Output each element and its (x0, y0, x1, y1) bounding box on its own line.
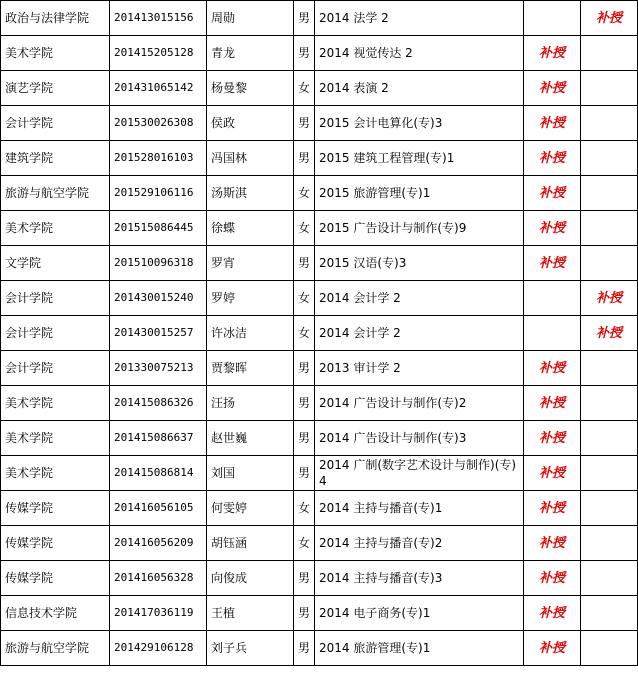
table-row (1, 526, 638, 561)
mark-cell-2 (581, 1, 638, 36)
mark-cell-1 (524, 351, 581, 386)
student-id-cell: 201415086326 (110, 386, 207, 421)
table-row (1, 456, 638, 491)
mark-cell-2 (581, 561, 638, 596)
student-name-cell: 向俊成 (207, 561, 294, 596)
table-row (1, 1, 638, 36)
table-row (1, 176, 638, 211)
class-cell: 2014 广制(数字艺术设计与制作)(专)4 (315, 456, 524, 491)
mark-cell-2 (581, 176, 638, 211)
mark-cell-2 (581, 141, 638, 176)
makeup-mark: 补授 (538, 45, 565, 61)
gender-cell: 男 (294, 106, 315, 141)
college-cell: 美术学院 (1, 386, 110, 421)
student-name-cell: 侯政 (207, 106, 294, 141)
class-cell: 2014 主持与播音(专)3 (315, 561, 524, 596)
mark-cell-1 (524, 456, 581, 491)
mark-cell-1 (524, 526, 581, 561)
table-row (1, 596, 638, 631)
class-cell: 2014 会计学 2 (315, 316, 524, 351)
table-row (1, 281, 638, 316)
gender-cell: 女 (294, 281, 315, 316)
gender-cell: 女 (294, 211, 315, 246)
table-row (1, 36, 638, 71)
roster-body (1, 1, 638, 666)
gender-cell: 女 (294, 71, 315, 106)
student-id-cell: 201415205128 (110, 36, 207, 71)
student-name-cell: 刘国 (207, 456, 294, 491)
student-name-cell: 许冰洁 (207, 316, 294, 351)
student-name-cell: 胡钰涵 (207, 526, 294, 561)
table-row (1, 71, 638, 106)
mark-cell-2 (581, 386, 638, 421)
student-name-cell: 冯国林 (207, 141, 294, 176)
mark-cell-2 (581, 351, 638, 386)
class-cell: 2015 会计电算化(专)3 (315, 106, 524, 141)
student-name-cell: 汪扬 (207, 386, 294, 421)
class-cell: 2014 主持与播音(专)1 (315, 491, 524, 526)
mark-cell-1 (524, 211, 581, 246)
gender-cell: 男 (294, 561, 315, 596)
mark-cell-2 (581, 281, 638, 316)
student-id-cell: 201415086637 (110, 421, 207, 456)
class-cell: 2014 旅游管理(专)1 (315, 631, 524, 666)
mark-cell-1 (524, 246, 581, 281)
class-cell: 2014 会计学 2 (315, 281, 524, 316)
mark-cell-1 (524, 596, 581, 631)
student-id-cell: 201431065142 (110, 71, 207, 106)
table-row (1, 421, 638, 456)
college-cell: 旅游与航空学院 (1, 176, 110, 211)
student-id-cell: 201430015240 (110, 281, 207, 316)
mark-cell-2 (581, 36, 638, 71)
mark-cell-2 (581, 106, 638, 141)
student-name-cell: 王植 (207, 596, 294, 631)
student-name-cell: 汤斯淇 (207, 176, 294, 211)
gender-cell: 女 (294, 176, 315, 211)
makeup-mark: 补授 (538, 150, 565, 166)
student-name-cell: 青龙 (207, 36, 294, 71)
class-cell: 2015 旅游管理(专)1 (315, 176, 524, 211)
class-cell: 2015 汉语(专)3 (315, 246, 524, 281)
table-row (1, 316, 638, 351)
mark-cell-1 (524, 141, 581, 176)
gender-cell: 男 (294, 456, 315, 491)
table-row (1, 211, 638, 246)
student-name-cell: 罗宵 (207, 246, 294, 281)
makeup-mark: 补授 (538, 430, 565, 446)
gender-cell: 男 (294, 351, 315, 386)
college-cell: 美术学院 (1, 421, 110, 456)
makeup-mark: 补授 (538, 535, 565, 551)
college-cell: 传媒学院 (1, 491, 110, 526)
student-id-cell: 201416056209 (110, 526, 207, 561)
table-row (1, 631, 638, 666)
college-cell: 演艺学院 (1, 71, 110, 106)
student-id-cell: 201416056105 (110, 491, 207, 526)
student-id-cell: 201413015156 (110, 1, 207, 36)
college-cell: 传媒学院 (1, 526, 110, 561)
gender-cell: 男 (294, 386, 315, 421)
class-cell: 2014 视觉传达 2 (315, 36, 524, 71)
student-id-cell: 201515086445 (110, 211, 207, 246)
class-cell: 2015 建筑工程管理(专)1 (315, 141, 524, 176)
college-cell: 会计学院 (1, 316, 110, 351)
mark-cell-2 (581, 631, 638, 666)
table-row (1, 246, 638, 281)
makeup-mark: 补授 (538, 360, 565, 376)
college-cell: 传媒学院 (1, 561, 110, 596)
class-cell: 2014 广告设计与制作(专)2 (315, 386, 524, 421)
college-cell: 美术学院 (1, 211, 110, 246)
table-row (1, 106, 638, 141)
class-cell: 2013 审计学 2 (315, 351, 524, 386)
makeup-mark: 补授 (595, 325, 622, 341)
student-id-cell: 201530026308 (110, 106, 207, 141)
mark-cell-2 (581, 526, 638, 561)
gender-cell: 男 (294, 1, 315, 36)
table-row (1, 491, 638, 526)
makeup-mark: 补授 (538, 185, 565, 201)
mark-cell-1 (524, 386, 581, 421)
makeup-mark: 补授 (538, 605, 565, 621)
student-name-cell: 贾黎晖 (207, 351, 294, 386)
makeup-mark: 补授 (538, 220, 565, 236)
college-cell: 旅游与航空学院 (1, 631, 110, 666)
makeup-mark: 补授 (538, 255, 565, 271)
student-id-cell: 201330075213 (110, 351, 207, 386)
class-cell: 2014 法学 2 (315, 1, 524, 36)
student-name-cell: 赵世巍 (207, 421, 294, 456)
mark-cell-1 (524, 281, 581, 316)
mark-cell-2 (581, 491, 638, 526)
gender-cell: 男 (294, 36, 315, 71)
student-id-cell: 201417036119 (110, 596, 207, 631)
student-id-cell: 201415086814 (110, 456, 207, 491)
student-name-cell: 周勋 (207, 1, 294, 36)
college-cell: 信息技术学院 (1, 596, 110, 631)
makeup-mark: 补授 (538, 500, 565, 516)
mark-cell-2 (581, 596, 638, 631)
mark-cell-1 (524, 1, 581, 36)
class-cell: 2014 主持与播音(专)2 (315, 526, 524, 561)
student-name-cell: 罗婷 (207, 281, 294, 316)
student-id-cell: 201429106128 (110, 631, 207, 666)
table-row (1, 141, 638, 176)
mark-cell-1 (524, 36, 581, 71)
mark-cell-1 (524, 106, 581, 141)
makeup-mark: 补授 (595, 290, 622, 306)
college-cell: 会计学院 (1, 281, 110, 316)
class-cell: 2015 广告设计与制作(专)9 (315, 211, 524, 246)
college-cell: 会计学院 (1, 351, 110, 386)
gender-cell: 女 (294, 526, 315, 561)
gender-cell: 女 (294, 491, 315, 526)
makeup-mark: 补授 (538, 640, 565, 656)
student-name-cell: 刘子兵 (207, 631, 294, 666)
table-row (1, 351, 638, 386)
mark-cell-2 (581, 246, 638, 281)
table-row (1, 386, 638, 421)
student-id-cell: 201528016103 (110, 141, 207, 176)
college-cell: 美术学院 (1, 36, 110, 71)
student-id-cell: 201430015257 (110, 316, 207, 351)
student-name-cell: 何雯婷 (207, 491, 294, 526)
makeup-mark: 补授 (538, 395, 565, 411)
mark-cell-1 (524, 316, 581, 351)
mark-cell-2 (581, 71, 638, 106)
student-id-cell: 201529106116 (110, 176, 207, 211)
mark-cell-1 (524, 631, 581, 666)
mark-cell-1 (524, 421, 581, 456)
gender-cell: 男 (294, 246, 315, 281)
college-cell: 建筑学院 (1, 141, 110, 176)
college-cell: 美术学院 (1, 456, 110, 491)
class-cell: 2014 表演 2 (315, 71, 524, 106)
makeup-mark: 补授 (538, 570, 565, 586)
class-cell: 2014 电子商务(专)1 (315, 596, 524, 631)
college-cell: 文学院 (1, 246, 110, 281)
table-row (1, 561, 638, 596)
class-cell: 2014 广告设计与制作(专)3 (315, 421, 524, 456)
mark-cell-2 (581, 211, 638, 246)
gender-cell: 男 (294, 596, 315, 631)
gender-cell: 女 (294, 316, 315, 351)
mark-cell-1 (524, 71, 581, 106)
mark-cell-2 (581, 456, 638, 491)
makeup-mark: 补授 (538, 465, 565, 481)
mark-cell-1 (524, 561, 581, 596)
gender-cell: 男 (294, 421, 315, 456)
makeup-mark: 补授 (538, 80, 565, 96)
gender-cell: 男 (294, 631, 315, 666)
mark-cell-1 (524, 176, 581, 211)
mark-cell-1 (524, 491, 581, 526)
student-id-cell: 201416056328 (110, 561, 207, 596)
college-cell: 会计学院 (1, 106, 110, 141)
student-name-cell: 杨曼黎 (207, 71, 294, 106)
student-name-cell: 徐蝶 (207, 211, 294, 246)
student-id-cell: 201510096318 (110, 246, 207, 281)
makeup-mark: 补授 (538, 115, 565, 131)
mark-cell-2 (581, 421, 638, 456)
gender-cell: 男 (294, 141, 315, 176)
college-cell: 政治与法律学院 (1, 1, 110, 36)
mark-cell-2 (581, 316, 638, 351)
makeup-mark: 补授 (595, 10, 622, 26)
